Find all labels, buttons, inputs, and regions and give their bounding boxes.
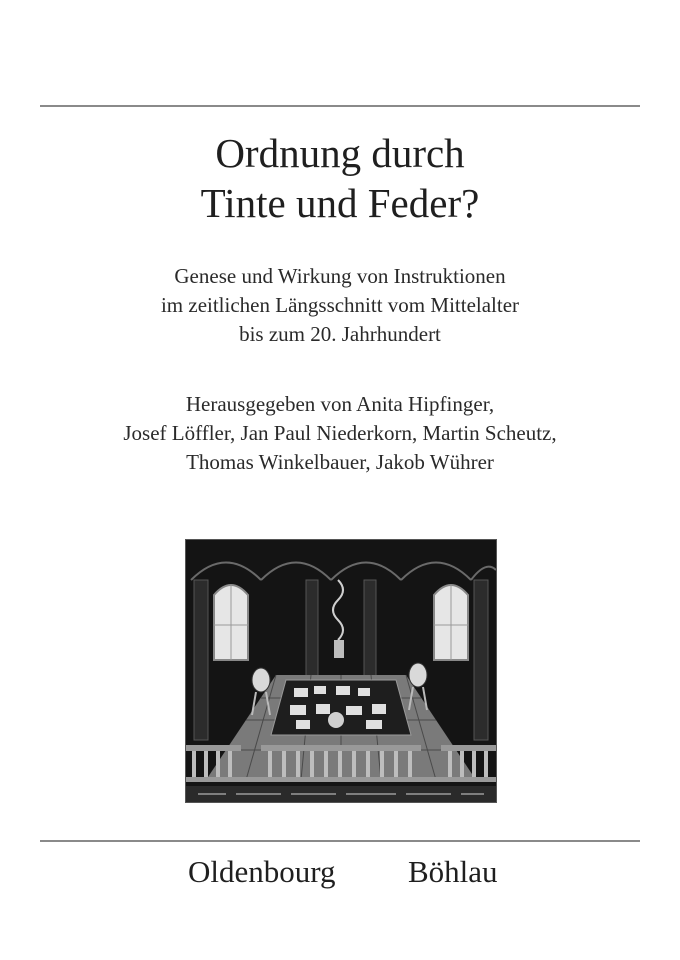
- cover-illustration: [186, 540, 496, 802]
- title-line-1: Ordnung durch: [215, 130, 465, 176]
- subtitle-line-1: Genese und Wirkung von Instruktionen: [174, 264, 506, 288]
- subtitle-line-2: im zeitlichen Längsschnitt vom Mittelalter: [160, 293, 520, 317]
- council-chamber-engraving: [186, 540, 496, 802]
- subtitle-line-3: bis zum 20. Jahrhundert: [239, 322, 441, 346]
- book-title: [40, 128, 640, 228]
- book-subtitle: [40, 262, 640, 349]
- publisher-boehlau: Böhlau: [408, 854, 498, 889]
- top-divider-rule: [40, 105, 640, 107]
- publisher-oldenbourg: Oldenbourg: [188, 854, 336, 889]
- editors-line-3: Thomas Winkelbauer, Jakob Wührer: [186, 450, 494, 474]
- bottom-divider-rule: [40, 840, 640, 842]
- editors-line-1: Herausgegeben von Anita Hipfinger,: [185, 392, 495, 416]
- editors-block: [40, 390, 640, 477]
- editors-line-2: Josef Löffler, Jan Paul Niederkorn, Martin Scheutz,: [123, 421, 557, 445]
- title-line-2: Tinte und Feder?: [200, 180, 480, 226]
